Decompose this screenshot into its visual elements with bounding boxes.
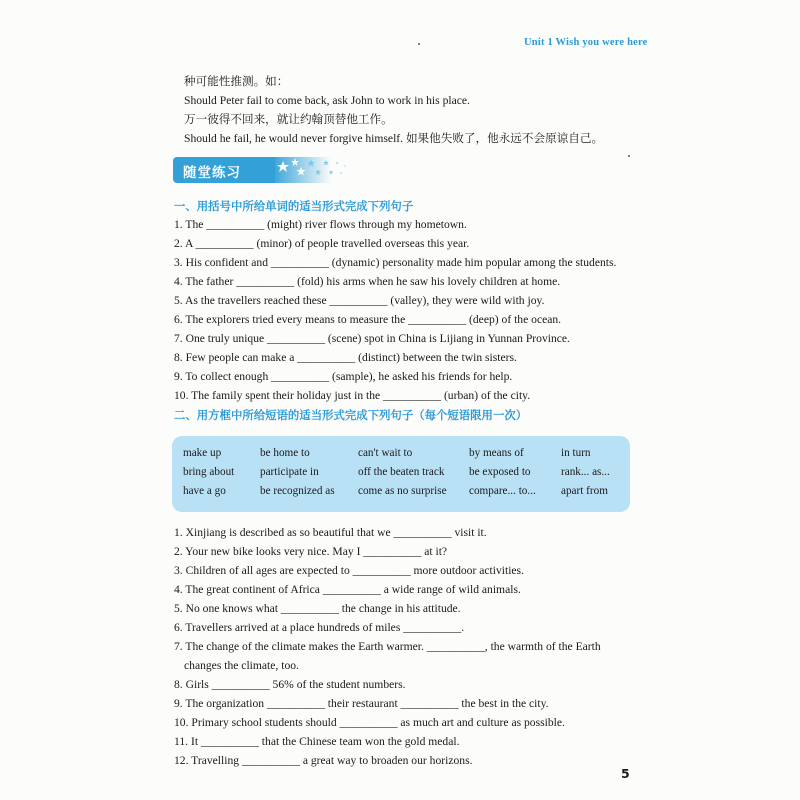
section1-heading: 一、用括号中所给单词的适当形式完成下列句子 xyxy=(174,199,414,213)
unit-title: Unit 1 Wish you were here xyxy=(524,37,648,48)
phrase: in turn xyxy=(561,447,591,459)
exercise-item: 10. Primary school students should __________ as much art and culture as possible. xyxy=(174,716,565,729)
exercise-item: 9. To collect enough __________ (sample), he asked his friends for help. xyxy=(174,370,513,383)
exercise-item: 1. The __________ (might) river flows through my hometown. xyxy=(174,218,467,231)
exercise-item: 6. Travellers arrived at a place hundreds of miles __________. xyxy=(174,621,465,634)
exercise-item: 10. The family spent their holiday just in the __________ (urban) of the city. xyxy=(174,389,531,402)
exercise-item: 8. Few people can make a __________ (distinct) between the twin sisters. xyxy=(174,351,517,364)
exercise-item: 11. It __________ that the Chinese team won the gold medal. xyxy=(174,735,460,748)
exercise-item: 5. As the travellers reached these __________ (valley), they were wild with joy. xyxy=(174,294,545,307)
exercise-item: 7. The change of the climate makes the Earth warmer. __________, the warmth of the Earth xyxy=(174,640,601,653)
exercise-item-continuation: changes the climate, too. xyxy=(184,659,299,672)
phrase: by means of xyxy=(469,447,524,459)
stray-mark xyxy=(418,43,420,45)
phrase: compare... to... xyxy=(469,485,536,497)
banner-title: 随堂练习 xyxy=(183,165,241,181)
exercise-item: 3. His confident and __________ (dynamic) personality made him popular among the students. xyxy=(174,256,617,269)
intro-line: 万一彼得不回来，就让约翰顶替他工作。 xyxy=(184,113,393,126)
phrase: rank... as... xyxy=(561,466,610,478)
exercise-item: 9. The organization __________ their restaurant __________ the best in the city. xyxy=(174,697,549,710)
phrase: can't wait to xyxy=(358,447,413,459)
exercise-item: 6. The explorers tried every means to measure the __________ (deep) of the ocean. xyxy=(174,313,562,326)
exercise-item: 4. The father __________ (fold) his arms when he saw his lovely children at home. xyxy=(174,275,561,288)
exercise-item: 2. A __________ (minor) of people travelled overseas this year. xyxy=(174,237,470,250)
phrase: participate in xyxy=(260,466,319,478)
stray-mark xyxy=(628,155,630,157)
intro-line: Should Peter fail to come back, ask John to work in his place. xyxy=(184,94,470,107)
practice-banner xyxy=(173,157,383,183)
phrase: be home to xyxy=(260,447,310,459)
stars-icon xyxy=(271,155,371,183)
exercise-item: 4. The great continent of Africa __________ a wide range of wild animals. xyxy=(174,583,521,596)
phrase-box xyxy=(172,436,630,512)
intro-line: 种可能性推测。如： xyxy=(184,75,289,88)
exercise-item: 7. One truly unique __________ (scene) spot in China is Lijiang in Yunnan Province. xyxy=(174,332,570,345)
phrase: come as no surprise xyxy=(358,485,447,497)
phrase: be exposed to xyxy=(469,466,531,478)
exercise-item: 5. No one knows what __________ the change in his attitude. xyxy=(174,602,461,615)
phrase: apart from xyxy=(561,485,608,497)
intro-line: Should he fail, he would never forgive himself. 如果他失败了，他永远不会原谅自己。 xyxy=(184,132,604,145)
exercise-item: 2. Your new bike looks very nice. May I __________ at it? xyxy=(174,545,448,558)
section2-heading: 二、用方框中所给短语的适当形式完成下列句子（每个短语限用一次） xyxy=(174,408,528,422)
phrase: bring about xyxy=(183,466,235,478)
phrase: have a go xyxy=(183,485,226,497)
page-number: 5 xyxy=(621,766,630,781)
exercise-item: 12. Travelling __________ a great way to broaden our horizons. xyxy=(174,754,473,767)
exercise-item: 8. Girls __________ 56% of the student numbers. xyxy=(174,678,406,691)
phrase: off the beaten track xyxy=(358,466,445,478)
phrase: make up xyxy=(183,447,222,459)
exercise-item: 1. Xinjiang is described as so beautiful that we __________ visit it. xyxy=(174,526,487,539)
exercise-item: 3. Children of all ages are expected to __________ more outdoor activities. xyxy=(174,564,524,577)
phrase: be recognized as xyxy=(260,485,335,497)
